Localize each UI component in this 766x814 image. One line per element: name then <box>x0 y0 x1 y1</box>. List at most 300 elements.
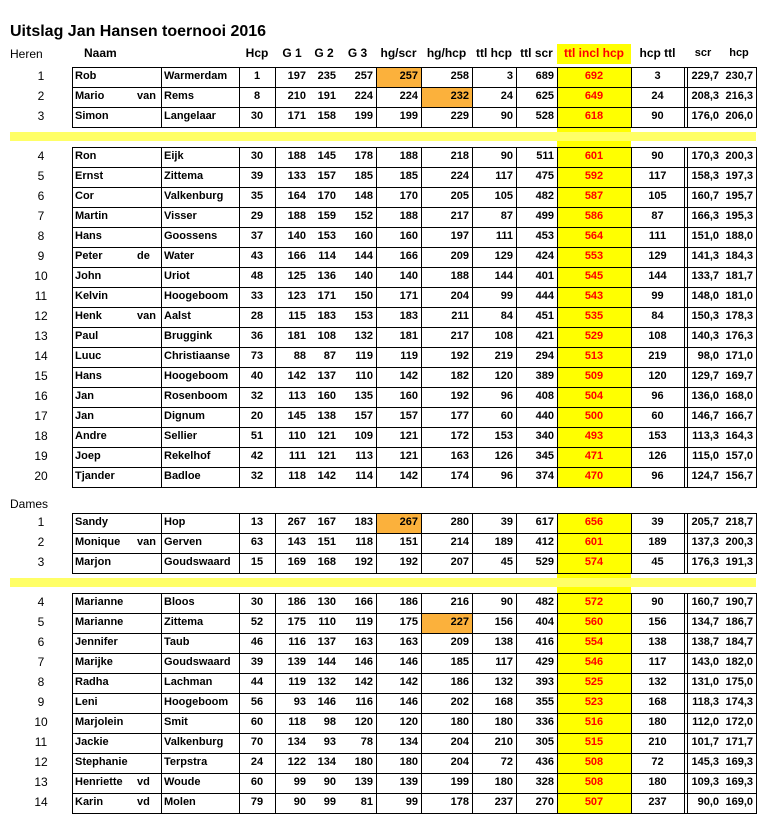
cell-as: 158,3 <box>691 170 719 182</box>
cell-as: 137,3 <box>691 536 719 548</box>
page-title: Uitslag Jan Hansen toernooi 2016 <box>10 23 267 40</box>
grid-line-v <box>421 513 422 574</box>
cell-hcp: 29 <box>250 210 264 222</box>
cell-ht: 111 <box>648 230 667 242</box>
rank-cell: 14 <box>34 795 48 809</box>
cell-hcp: 39 <box>250 656 264 668</box>
grid-line-v <box>72 593 73 814</box>
cell-hgh: 202 <box>450 696 469 708</box>
cell-g1: 267 <box>287 516 306 528</box>
cell-th: 138 <box>494 636 513 648</box>
cell-mid: vd <box>137 796 150 808</box>
cell-g3: 116 <box>355 696 373 708</box>
cell-g2: 121 <box>317 450 336 462</box>
cell-th: 108 <box>494 330 513 342</box>
cell-hcp: 33 <box>250 290 264 302</box>
cell-ht: 72 <box>651 756 664 768</box>
cell-hgh: 229 <box>450 110 469 122</box>
cell-g2: 108 <box>317 330 336 342</box>
cell-g3: 150 <box>354 290 373 302</box>
cell-g2: 145 <box>317 150 336 162</box>
cell-as: 140,3 <box>691 330 719 342</box>
grid-line-h <box>72 87 756 88</box>
cell-g3: 120 <box>354 716 373 728</box>
rank-cell: 17 <box>34 409 48 423</box>
cell-ah: 171,0 <box>725 350 753 362</box>
cell-last: Molen <box>164 796 196 808</box>
rank-cell: 12 <box>34 309 48 323</box>
cell-g3: 114 <box>355 470 373 482</box>
cell-hcp: 32 <box>250 390 264 402</box>
cell-hgs: 142 <box>399 470 418 482</box>
cell-g1: 93 <box>293 696 306 708</box>
cell-ah: 200,3 <box>725 536 753 548</box>
cell-first: Marijke <box>75 656 113 668</box>
rank-cell: 9 <box>37 695 45 709</box>
grid-line-v <box>516 67 517 128</box>
cell-last: Gerven <box>164 536 202 548</box>
cell-th: 96 <box>500 470 513 482</box>
cell-ht: 168 <box>648 696 667 708</box>
cell-last: Woude <box>164 776 201 788</box>
cell-ts: 482 <box>535 190 554 202</box>
cell-ah: 218,7 <box>725 516 753 528</box>
cell-g1: 125 <box>287 270 306 282</box>
cell-last: Valkenburg <box>164 736 224 748</box>
cell-mid <box>134 147 161 167</box>
cell-th: 168 <box>494 696 513 708</box>
grid-line-v <box>516 147 517 488</box>
cell-g1: 139 <box>287 656 306 668</box>
cell-as: 170,3 <box>691 150 719 162</box>
cell-mid: van <box>137 310 156 322</box>
rank-cell: 4 <box>37 595 45 609</box>
cell-mid <box>134 167 161 187</box>
cell-th: 153 <box>494 430 513 442</box>
cell-g2: 98 <box>323 716 336 728</box>
rank-cell: 7 <box>37 655 45 669</box>
cell-ah: 174,3 <box>725 696 753 708</box>
cell-g1: 118 <box>288 716 306 728</box>
cell-g2: 159 <box>317 210 336 222</box>
cell-g2: 167 <box>317 516 336 528</box>
cell-g3: 110 <box>355 370 373 382</box>
grid-line-v <box>631 513 632 574</box>
cell-hcp: 35 <box>250 190 264 202</box>
grid-line-v <box>516 513 517 574</box>
cell-first: Andre <box>75 430 107 442</box>
grid-line-v <box>684 67 685 128</box>
cell-ti: 601 <box>557 533 631 553</box>
cell-g3: 163 <box>354 636 373 648</box>
cell-g1: 122 <box>287 756 306 768</box>
cell-ti: 471 <box>557 447 631 467</box>
header-avg-scr: scr <box>694 47 712 59</box>
rank-cell: 12 <box>34 755 48 769</box>
cell-as: 208,3 <box>691 90 719 102</box>
cell-ht: 117 <box>648 170 667 182</box>
cell-ti: 508 <box>557 753 631 773</box>
cell-g3: 178 <box>354 150 373 162</box>
cell-as: 151,0 <box>691 230 719 242</box>
cell-ht: 153 <box>648 430 667 442</box>
grid-line-v <box>557 593 558 814</box>
grid-line-h <box>72 247 756 248</box>
cell-hgh: 209 <box>450 636 469 648</box>
cell-ah: 188,0 <box>725 230 753 242</box>
cell-hcp: 48 <box>250 270 264 282</box>
rank-cell: 19 <box>34 449 48 463</box>
grid-line-h <box>72 673 756 674</box>
cell-first: Hans <box>75 230 102 242</box>
cell-g3: 78 <box>360 736 373 748</box>
grid-line-h <box>72 733 756 734</box>
cell-first: Ernst <box>75 170 104 182</box>
cell-ht: 90 <box>651 110 664 122</box>
section-label: Heren <box>10 47 43 61</box>
cell-ht: 105 <box>648 190 667 202</box>
cell-hcp: 46 <box>250 636 264 648</box>
cell-hgh: 192 <box>450 350 469 362</box>
cell-ht: 96 <box>651 390 664 402</box>
cell-g1: 134 <box>287 736 306 748</box>
cell-first: Marjon <box>75 556 112 568</box>
grid-line-h <box>72 307 756 308</box>
grid-line-h <box>72 427 756 428</box>
cell-th: 39 <box>500 516 513 528</box>
cell-ts: 270 <box>535 796 554 808</box>
cell-ah: 156,7 <box>725 470 753 482</box>
cell-ts: 294 <box>535 350 554 362</box>
cell-g1: 123 <box>287 290 306 302</box>
cell-ah: 195,3 <box>725 210 753 222</box>
cell-last: Christiaanse <box>164 350 231 362</box>
cell-first: Hans <box>75 370 102 382</box>
header-hg-scr: hg/scr <box>380 46 417 60</box>
cell-hcp: 70 <box>250 736 264 748</box>
cell-g3: 185 <box>354 170 373 182</box>
cell-as: 129,7 <box>691 370 719 382</box>
cell-g3: 118 <box>355 536 373 548</box>
cell-ht: 180 <box>648 716 667 728</box>
cell-hgs: 142 <box>399 370 418 382</box>
rank-cell: 1 <box>37 515 45 529</box>
cell-hcp: 39 <box>250 170 264 182</box>
cell-hgh: 258 <box>450 70 469 82</box>
cell-ts: 689 <box>535 70 554 82</box>
rank-cell: 13 <box>34 775 48 789</box>
grid-line-h <box>72 693 756 694</box>
cell-last: Rems <box>164 90 194 102</box>
cell-hgh: 177 <box>450 410 469 422</box>
cell-hgh: 204 <box>450 756 469 768</box>
cell-as: 109,3 <box>691 776 719 788</box>
cell-mid: de <box>137 250 150 262</box>
cell-g3: 119 <box>355 616 373 628</box>
cell-hgs: 171 <box>399 290 418 302</box>
cell-hgh: 172 <box>450 430 469 442</box>
cell-g2: 134 <box>317 756 336 768</box>
cell-first: Peter <box>75 250 103 262</box>
cell-as: 131,0 <box>691 676 719 688</box>
cell-last: Zittema <box>164 616 204 628</box>
cell-as: 146,7 <box>691 410 719 422</box>
cell-hcp: 30 <box>250 596 264 608</box>
cell-ts: 389 <box>535 370 554 382</box>
cell-ts: 453 <box>535 230 554 242</box>
cell-as: 176,3 <box>691 556 719 568</box>
header-g1: G 1 <box>282 46 302 60</box>
cell-g2: 153 <box>317 230 336 242</box>
grid-line-h <box>72 127 756 128</box>
cell-ti: 574 <box>557 553 631 573</box>
cell-last: Dignum <box>164 410 205 422</box>
grid-line-v <box>275 513 276 574</box>
cell-hgh: 218 <box>450 150 469 162</box>
cell-ah: 197,3 <box>725 170 753 182</box>
cell-last: Bloos <box>164 596 195 608</box>
cell-g3: 142 <box>354 676 373 688</box>
cell-g1: 188 <box>287 210 306 222</box>
cell-hcp: 56 <box>250 696 264 708</box>
cell-hgs: 146 <box>399 656 418 668</box>
section-label: Dames <box>10 497 49 511</box>
grid-line-h <box>72 753 756 754</box>
cell-g2: 171 <box>317 290 336 302</box>
cell-last: Hoogeboom <box>164 370 229 382</box>
grid-line-h <box>72 367 756 368</box>
cell-g1: 181 <box>287 330 306 342</box>
cell-mid <box>134 733 161 753</box>
cell-ah: 175,0 <box>725 676 753 688</box>
cell-hcp: 37 <box>250 230 264 242</box>
cell-g3: 148 <box>354 190 373 202</box>
grid-line-h <box>72 167 756 168</box>
cell-g1: 143 <box>287 536 306 548</box>
cell-g1: 88 <box>293 350 306 362</box>
grid-line-h <box>72 347 756 348</box>
rank-cell: 1 <box>37 69 45 83</box>
cell-as: 141,3 <box>691 250 719 262</box>
cell-hcp: 79 <box>250 796 264 808</box>
grid-line-v <box>557 67 558 128</box>
rank-cell: 13 <box>34 329 48 343</box>
cell-hgh: 227 <box>421 613 472 633</box>
cell-th: 210 <box>494 736 513 748</box>
cell-last: Hoogeboom <box>164 696 229 708</box>
rank-cell: 5 <box>37 615 45 629</box>
cell-g3: 192 <box>354 556 373 568</box>
cell-hgs: 186 <box>399 596 418 608</box>
grid-line-h <box>72 187 756 188</box>
cell-g1: 140 <box>287 230 306 242</box>
cell-as: 150,3 <box>691 310 719 322</box>
cell-ht: 108 <box>648 330 667 342</box>
cell-hcp: 60 <box>250 716 264 728</box>
cell-ht: 45 <box>651 556 664 568</box>
cell-as: 113,3 <box>692 430 719 442</box>
cell-hcp: 40 <box>250 370 264 382</box>
cell-ti: 515 <box>557 733 631 753</box>
cell-first: Jennifer <box>75 636 118 648</box>
cell-g1: 116 <box>288 636 306 648</box>
grid-line-v <box>756 67 757 128</box>
cell-hgs: 160 <box>399 390 418 402</box>
cell-first: Luuc <box>75 350 102 362</box>
grid-line-h <box>72 467 756 468</box>
cell-mid <box>134 67 161 87</box>
cell-ti: 554 <box>557 633 631 653</box>
grid-line-h <box>72 553 756 554</box>
cell-first: Simon <box>75 110 109 122</box>
cell-ti: 692 <box>557 67 631 87</box>
cell-last: Warmerdam <box>164 70 228 82</box>
cell-hgh: 163 <box>450 450 469 462</box>
cell-as: 138,7 <box>691 636 719 648</box>
cell-hgs: 175 <box>399 616 418 628</box>
cell-hgh: 192 <box>450 390 469 402</box>
cell-hgs: 157 <box>399 410 418 422</box>
cell-g1: 169 <box>287 556 306 568</box>
cell-hgh: 232 <box>421 87 472 107</box>
rank-cell: 2 <box>37 535 45 549</box>
cell-ti: 560 <box>557 613 631 633</box>
cell-th: 111 <box>495 230 513 242</box>
cell-th: 24 <box>500 90 513 102</box>
cell-g2: 235 <box>317 70 336 82</box>
cell-first: Cor <box>75 190 94 202</box>
grid-line-v <box>756 147 757 488</box>
cell-hgh: 211 <box>451 310 469 322</box>
grid-line-h <box>72 713 756 714</box>
cell-first: Tjander <box>75 470 115 482</box>
grid-line-v <box>421 67 422 128</box>
cell-th: 180 <box>494 716 513 728</box>
cell-mid <box>134 673 161 693</box>
cell-th: 96 <box>500 390 513 402</box>
grid-line-v <box>376 593 377 814</box>
cell-g3: 139 <box>354 776 373 788</box>
cell-hgs: 188 <box>399 210 418 222</box>
cell-ts: 340 <box>535 430 554 442</box>
grid-line-h <box>72 447 756 448</box>
cell-g1: 110 <box>288 430 306 442</box>
cell-first: Henk <box>75 310 102 322</box>
grid-line-h <box>72 533 756 534</box>
cell-ts: 436 <box>535 756 554 768</box>
cell-g2: 99 <box>323 796 336 808</box>
cell-as: 133,7 <box>691 270 719 282</box>
cell-mid <box>134 407 161 427</box>
cell-ti: 601 <box>557 147 631 167</box>
cell-last: Water <box>164 250 195 262</box>
cell-hgs: 119 <box>400 350 418 362</box>
cell-hgs: 192 <box>399 556 418 568</box>
rank-cell: 11 <box>34 735 48 749</box>
grid-line-v <box>421 147 422 488</box>
rank-cell: 15 <box>34 369 48 383</box>
cell-hgs: 160 <box>399 230 418 242</box>
cell-g3: 109 <box>354 430 373 442</box>
cell-ht: 90 <box>651 596 664 608</box>
cell-g2: 130 <box>317 596 336 608</box>
cell-hgh: 280 <box>450 516 469 528</box>
cell-ts: 444 <box>535 290 554 302</box>
cell-th: 156 <box>494 616 513 628</box>
grid-line-v <box>687 147 688 488</box>
cell-ht: 60 <box>651 410 664 422</box>
grid-line-v <box>557 147 558 488</box>
cell-hgs: 142 <box>399 676 418 688</box>
cell-ti: 572 <box>557 593 631 613</box>
grid-line-v <box>275 593 276 814</box>
header-g3: G 3 <box>347 46 368 60</box>
cell-ah: 171,7 <box>725 736 753 748</box>
cell-mid <box>134 427 161 447</box>
cell-last: Goudswaard <box>164 556 231 568</box>
cell-th: 117 <box>495 656 513 668</box>
cell-hcp: 1 <box>253 70 261 82</box>
cell-g2: 137 <box>317 370 336 382</box>
cell-ti: 513 <box>557 347 631 367</box>
cell-last: Badloe <box>164 470 201 482</box>
cell-as: 143,0 <box>691 656 719 668</box>
cell-hgs: 199 <box>399 110 418 122</box>
cell-ts: 404 <box>535 616 554 628</box>
rank-cell: 5 <box>37 169 45 183</box>
cell-last: Uriot <box>164 270 190 282</box>
cell-ah: 169,0 <box>725 796 753 808</box>
cell-ti: 649 <box>557 87 631 107</box>
cell-hgs: 120 <box>399 716 418 728</box>
cell-ts: 305 <box>535 736 554 748</box>
cell-g2: 114 <box>318 250 336 262</box>
cell-first: Jackie <box>75 736 109 748</box>
cell-ti: 500 <box>557 407 631 427</box>
cell-first: Stephanie <box>75 756 128 768</box>
rank-cell: 7 <box>37 209 45 223</box>
cell-hcp: 51 <box>250 430 264 442</box>
grid-line-v <box>472 593 473 814</box>
grid-line-h <box>72 513 756 514</box>
grid-line-v <box>275 147 276 488</box>
cell-last: Goudswaard <box>164 656 231 668</box>
cell-hcp: 30 <box>250 110 264 122</box>
cell-ht: 138 <box>648 636 667 648</box>
cell-as: 101,7 <box>691 736 719 748</box>
cell-mid <box>134 387 161 407</box>
cell-g1: 197 <box>287 70 306 82</box>
cell-last: Eijk <box>164 150 184 162</box>
cell-g2: 136 <box>317 270 336 282</box>
grid-line-h <box>72 793 756 794</box>
header-naam: Naam <box>84 46 117 60</box>
cell-g3: 113 <box>355 450 373 462</box>
header-ttl-scr: ttl scr <box>520 46 553 60</box>
cell-th: 87 <box>500 210 513 222</box>
cell-ts: 355 <box>535 696 554 708</box>
grid-line-h <box>72 487 756 488</box>
cell-ah: 186,7 <box>725 616 753 628</box>
cell-ts: 451 <box>535 310 554 322</box>
cell-th: 3 <box>506 70 513 82</box>
grid-line-v <box>687 593 688 814</box>
cell-as: 160,7 <box>691 190 719 202</box>
cell-ti: 656 <box>557 513 631 533</box>
cell-g3: 153 <box>354 310 373 322</box>
cell-hgh: 209 <box>450 250 469 262</box>
cell-hgs: 139 <box>399 776 418 788</box>
